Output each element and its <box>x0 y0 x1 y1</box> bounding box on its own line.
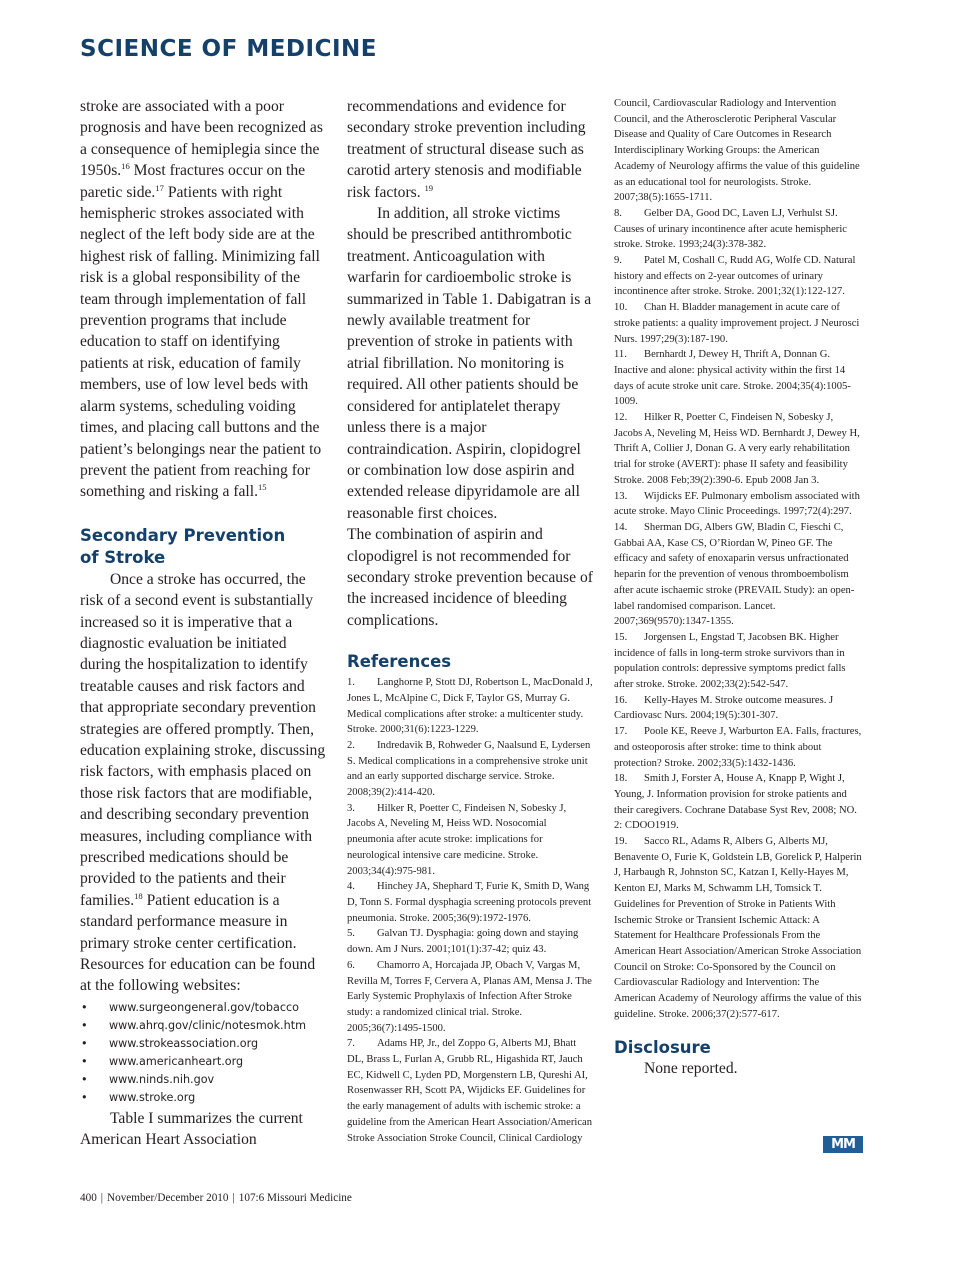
reference-item: 10. Chan H. Bladder management in acute care of stroke patients: a quality improvement project. J Neurosci Nurs. 1997;29(3):187-190. <box>614 302 860 345</box>
website-link[interactable]: • www.surgeongeneral.gov/tobacco <box>80 999 328 1017</box>
reference-item: 9. Patel M, Coshall C, Rudd AG, Wolfe CD. Natural history and effects on 2-year outcomes of urinary incontinence after stroke. Stroke. 2001;32(1):122-127. <box>614 255 856 298</box>
missouri-medicine-logo: MM <box>823 1136 863 1153</box>
column-3 <box>614 96 862 1079</box>
reference-item-continued: Council, Cardiovascular Radiology and Intervention Council, and the Atherosclerotic Peripheral Vascular Disease and Quality of Care Outcomes in Research Interdisciplinary Working Groups: the American Academy of Neurology affirms the value of this guideline as an educational tool for neurologists. Stroke. 2007;38(5):1655-1711. <box>614 98 860 204</box>
antithrombotic-paragraph: In addition, all stroke victims should be prescribed antithrombotic treatment. Anticoagulation with warfarin for cardioembolic stroke is summarized in Table 1. Dabigatran is a newly available treatment for prevention of stroke in patients with atrial fibrillation. No monitoring is required. All other patients should be considered for antiplatelet therapy unless there is a major contraindication. Aspirin, clopidogrel or combination low dose aspirin and extended release dipyridamole are all reasonable first choices. <box>347 205 592 522</box>
citation-16: 16 <box>121 161 130 172</box>
issue-date: November/December 2010 <box>107 1192 229 1204</box>
citation-17: 17 <box>155 182 164 193</box>
disclosure-heading: Disclosure <box>614 1038 711 1058</box>
citation-19: 19 <box>424 182 434 193</box>
journal-name: 107:6 Missouri Medicine <box>238 1192 352 1204</box>
page-footer: 400 | November/December 2010 | 107:6 Missouri Medicine <box>80 1192 352 1204</box>
website-link[interactable]: • www.stroke.org <box>80 1089 328 1107</box>
reference-item: 2. Indredavik B, Rohweder G, Naalsund E, Lydersen S. Medical complications in a comprehensive stroke unit and an early supported discharge service. Stroke. 2008;39(2):414-420. <box>347 739 591 799</box>
reference-item: 6. Chamorro A, Horcajada JP, Obach V, Vargas M, Revilla M, Torres F, Cervera A, Planas AM, Mensa J. The Early Systemic Prophylaxis of Infection After Stroke study: a randomized clinical trial. Stroke. 2005;36(7):1495-1500. <box>347 959 592 1034</box>
reference-item: 19. Sacco RL, Adams R, Albers G, Alberts MJ, Benavente O, Furie K, Goldstein LB, Gorelick P, Halperin J, Harbaugh R, Johnston SC, Katzan I, Kelly-Hayes M, Kenton EJ, Marks M, Schwamm LH, Tomsick T. Guidelines for Prevention of Stroke in Patients With Ischemic Stroke or Transient Ischemic Attack: A Statement for Healthcare Professionals From the American Heart Association/American Stroke Association Council on Stroke: Co-Sponsored by the Council on Cardiovascular Radiology and Intervention: The American Academy of Neurology affirms the value of this guideline. Stroke. 2006;37(2):577-617. <box>614 836 862 1020</box>
references-heading: References <box>347 652 452 672</box>
reference-item: 14. Sherman DG, Albers GW, Bladin C, Fieschi C, Gabbai AA, Kase CS, O’Riordan W, Pineo GF. The efficacy and safety of enoxaparin versus unfractionated heparin for the prevention of venous thromboembolism after acute ischaemic stroke (PREVAIL Study): an open-label randomised comparison. Lancet. 2007;369(9570):1347-1355. <box>614 521 855 628</box>
citation-18: 18 <box>134 890 143 901</box>
website-link[interactable]: • www.ahrq.gov/clinic/notesmok.htm <box>80 1017 328 1035</box>
reference-item: 4. Hinchey JA, Shephard T, Furie K, Smith D, Wang D, Tonn S. Formal dysphagia screening protocols prevent pneumonia. Stroke. 2005;36(9):1972-1976. <box>347 881 592 924</box>
website-link[interactable]: • www.ninds.nih.gov <box>80 1071 328 1089</box>
reference-item: 3. Hilker R, Poetter C, Findeisen N, Sobesky J, Jacobs A, Neveling M, Heiss WD. Nosocomial pneumonia after acute stroke: implications for neurological intensive care medicine. Stroke. 2003;34(4):975-981. <box>347 802 567 877</box>
education-websites-list <box>80 999 328 1107</box>
column-1 <box>80 96 328 1151</box>
table-summary-paragraph: Table I summarizes the current American Heart Association <box>80 1109 303 1149</box>
fall-risk-paragraph: stroke are associated with a poor prognosis and have been recognized as a consequence of hemiplegia since the 1950s.$^{16}$ Most fractures occur on the paretic side.$^{17}$ Patients with right hemispheric strokes associated with neglect of the left body side are at the highest risk of falling. Minimizing fall risk is a global responsibility of the team through implementation of fall prevention programs that include education to staff on identifying patients at risk, education of family members, use of low level beds with alarm systems, scheduling voiding times, and placing call buttons and the patient’s belongings near the patient to prevent the patient from reaching for something and risking a fall.$^{15}$ <box>80 98 323 501</box>
reference-item: 15. Jorgensen L, Engstad T, Jacobsen BK. Higher incidence of falls in long-term stroke survivors than in population controls: depressive symptoms predict falls after stroke. Stroke. 2002;33(2):542-547. <box>614 631 846 691</box>
recommendations-paragraph: recommendations and evidence for secondary stroke prevention including treatment of structural disease such as carotid artery stenosis and modifiable risk factors. $^{19}$ <box>347 98 586 201</box>
reference-item: 11. Bernhardt J, Dewey H, Thrift A, Donnan G. Inactive and alone: physical activity within the first 14 days of acute stroke unit care. Stroke. 2004;35(4):1005-1009. <box>614 349 851 408</box>
section-header: SCIENCE OF MEDICINE <box>80 36 377 62</box>
citation-15: 15 <box>258 482 267 493</box>
page-number: 400 <box>80 1192 97 1204</box>
disclosure-text: None reported. <box>644 1060 738 1078</box>
website-link[interactable]: • www.americanheart.org <box>80 1053 328 1071</box>
column-2 <box>347 96 593 1146</box>
reference-item: 5. Galvan TJ. Dysphagia: going down and staying down. Am J Nurs. 2001;101(1):37-42; quiz 43. <box>347 928 579 956</box>
reference-item: 13. Wijdicks EF. Pulmonary embolism associated with acute stroke. Mayo Clinic Proceedings. 1997;72(4):297. <box>614 490 860 518</box>
reference-item: 18. Smith J, Forster A, House A, Knapp P, Wight J, Young, J. Information provision for stroke patients and their caregivers. Cochrane Database Syst Rev, 2008; NO. 2: CDOO1919. <box>614 773 857 832</box>
reference-item: 12. Hilker R, Poetter C, Findeisen N, Sobesky J, Jacobs A, Neveling M, Heiss WD. Bernhardt J, Dewey H, Thrift A, Collier J, Donan G. A very early rehabilitation trial for stroke (AVERT): phase II safety and feasibility Stroke. 2008 Feb;39(2):390-6. Epub 2008 Jan 3. <box>614 412 860 486</box>
aspirin-clopidogrel-paragraph: The combination of aspirin and clopodigrel is not recommended for secondary stroke prevention because of the increased incidence of bleeding complications. <box>347 526 593 629</box>
secondary-prevention-heading: Secondary Prevention of Stroke <box>80 525 286 567</box>
references-list-part1 <box>347 675 593 1146</box>
website-link[interactable]: • www.strokeassociation.org <box>80 1035 328 1053</box>
reference-item: 1. Langhorne P, Stott DJ, Robertson L, MacDonald J, Jones L, McAlpine C, Dick F, Taylor GS, Murray G. Medical complications after stroke: a multicenter study. Stroke. 2000;31(6):1223-1229. <box>347 677 593 736</box>
reference-item: 17. Poole KE, Reeve J, Warburton EA. Falls, fractures, and osteoporosis after stroke: time to think about protection? Stroke. 2002;33(5):1432-1436. <box>614 726 862 769</box>
reference-item: 16. Kelly-Hayes M. Stroke outcome measures. J Cardiovasc Nurs. 2004;19(5):301-307. <box>614 694 834 722</box>
reference-item: 7. Adams HP, Jr., del Zoppo G, Alberts MJ, Bhatt DL, Brass L, Furlan A, Grubb RL, Higashida RT, Jauch EC, Kidwell C, Lyden PD, Morgenstern LB, Qureshi AI, Rosenwasser RH, Scott PA, Wijdicks EF. Guidelines for the early management of adults with ischemic stroke: a guideline from the American Heart Association/American Stroke Association Stroke Council, Clinical Cardiology <box>347 1038 593 1144</box>
secondary-prevention-paragraph: Once a stroke has occurred, the risk of a second event is substantially increased so it is imperative that a diagnostic evaluation be initiated during the hospitalization to identify treatable causes and risk factors and that appropriate secondary prevention strategies are offered promptly. Then, education explaining stroke, discussing risk factors, with emphasis placed on those risk factors that are modifiable, and describing secondary prevention measures, including compliance with prescribed medications should be provided to the patients and their families.$^{18}$ Patient education is a standard performance measure in primary stroke center certification. Resources for education can be found at the following websites: <box>80 570 326 995</box>
reference-item: 8. Gelber DA, Good DC, Laven LJ, Verhulst SJ. Causes of urinary incontinence after acute hemispheric stroke. Stroke. 1993;24(3):378-382. <box>614 207 847 251</box>
